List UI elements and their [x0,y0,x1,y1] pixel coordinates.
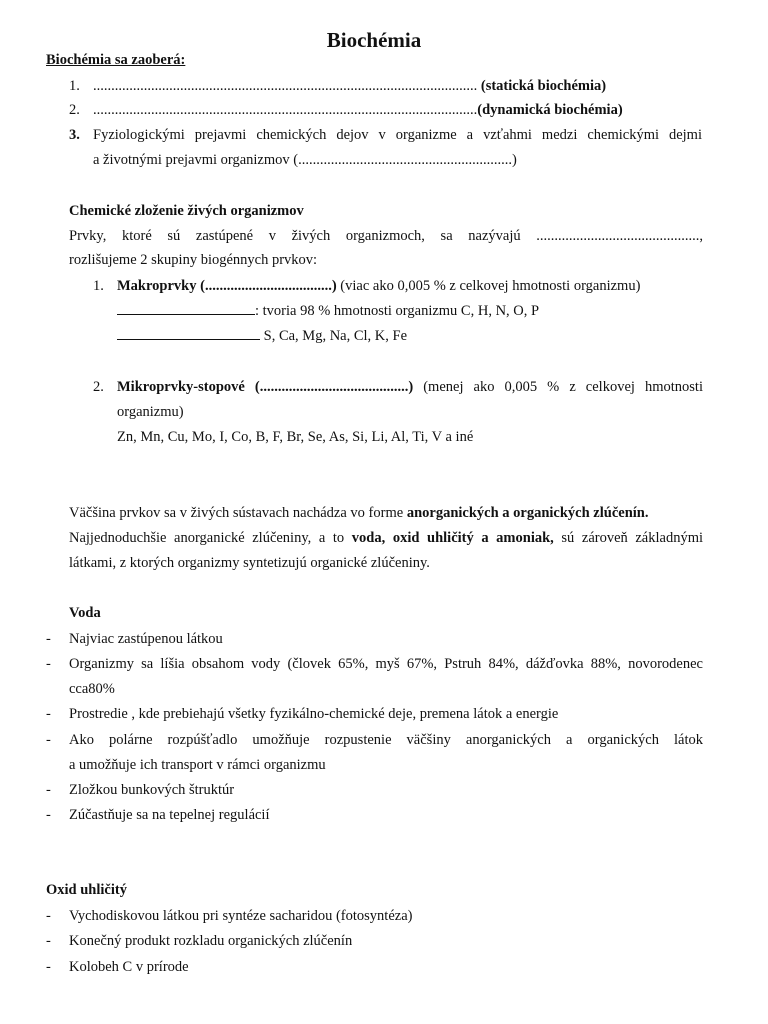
water-bullet-1-dash: - [46,631,51,647]
macro-sub-1-text: : tvoria 98 % hmotnosti organizmu C, H, N, O, P [255,303,540,319]
macro-sub-2 [117,326,407,346]
water-bullet-3: Prostredie , kde prebiehajú všetky fyzikálno-chemické deje, premena látok a energie [69,706,559,722]
compounds-l2-tail: sú zároveň základnými [553,530,704,546]
compounds-l1-bold: anorganických a organických zlúčenín. [406,505,649,521]
water-bullet-1: Najviac zastúpenou látkou [69,631,223,647]
co2-bullet-3-dash: - [46,959,51,975]
compounds-l1-text: Väčšina prvkov sa v živých sústavach nachádza vo forme [69,505,407,521]
intro-item-3-line1: Fyziologickými prejavmi chemických dejov v organizme a vzťahmi medzi chemickými dejmi [93,127,702,143]
micro-desc: (menej ako 0,005 % z celkovej hmotnosti [413,379,703,395]
composition-p1-line2: rozlišujeme 2 skupiny biogénnych prvkov: [69,252,318,268]
water-bullet-4-cont: a umožňuje ich transport v rámci organizmu [69,757,326,773]
macro-num: 1. [93,278,104,294]
intro-item-3-line2: a životnými prejavmi organizmov (...........................................................) [93,152,517,168]
micro-name: Mikroprvky-stopové (.........................................) [117,379,414,395]
macro-sub-2-text: S, Ca, Mg, Na, Cl, K, Fe [260,328,408,344]
composition-heading: Chemické zloženie živých organizmov [69,203,304,219]
intro-heading: Biochémia sa zaoberá: [46,52,186,68]
compounds-l2-bold: voda, oxid uhličitý a amoniak, [351,530,554,546]
intro-item-1-label: (statická biochémia) [480,78,607,94]
co2-heading: Oxid uhličitý [46,882,127,898]
micro-elements: Zn, Mn, Cu, Mo, I, Co, B, F, Br, Se, As, Si, Li, Al, Ti, V a iné [117,429,474,445]
water-bullet-2-cont: cca80% [69,681,115,697]
water-bullet-3-dash: - [46,706,51,722]
micro-num: 2. [93,379,104,395]
intro-item-2-num: 2. [69,102,80,118]
intro-item-2-dots: .......................................................................................................... [93,102,478,118]
macro-sub-1 [117,301,539,321]
water-bullet-4: Ako polárne rozpúšťadlo umožňuje rozpustenie väčšiny anorganických a organických látok [69,732,703,748]
compounds-line-1 [69,503,649,523]
water-bullet-6-dash: - [46,807,51,823]
macro-item [93,276,640,296]
macro-desc: (viac ako 0,005 % z celkovej hmotnosti organizmu) [336,278,641,294]
water-bullet-2: Organizmy sa líšia obsahom vody (človek 65%, myš 67%, Pstruh 84%, dážďovka 88%, novorodenec [69,656,703,672]
intro-item-2 [69,100,623,120]
water-bullet-5-dash: - [46,782,51,798]
intro-item-1-dots: .......................................................................................................... [93,78,478,94]
intro-item-2-label: (dynamická biochémia) [477,102,623,118]
compounds-line-2 [69,528,703,548]
macro-name: Makroprvky (...................................) [117,278,337,294]
intro-item-1-num: 1. [69,78,80,94]
page-title: Biochémia [326,28,422,52]
water-bullet-5: Zložkou bunkových štruktúr [69,782,235,798]
co2-bullet-1-dash: - [46,908,51,924]
water-heading: Voda [69,605,101,621]
co2-bullet-2-dash: - [46,933,51,949]
compounds-line-3: látkami, z ktorých organizmy syntetizujú organické zlúčeniny. [69,555,430,571]
water-bullet-6: Zúčastňuje sa na tepelnej regulácií [69,807,270,823]
intro-item-3-num: 3. [69,127,80,143]
water-bullet-2-dash: - [46,656,51,672]
micro-desc-2: organizmu) [117,404,184,420]
intro-item-1 [69,76,606,96]
co2-bullet-3: Kolobeh C v prírode [69,959,189,975]
compounds-l2-text: Najjednoduchšie anorganické zlúčeniny, a to [69,530,352,546]
co2-bullet-1: Vychodiskovou látkou pri syntéze sacharidou (fotosyntéza) [69,908,413,924]
fill-blank-1[interactable] [117,301,255,315]
co2-bullet-2: Konečný produkt rozkladu organických zlúčenín [69,933,353,949]
micro-item [93,377,703,397]
composition-p1-line1: Prvky, ktoré sú zastúpené v živých organizmoch, sa nazývajú ............................................., [69,228,703,244]
fill-blank-2[interactable] [117,326,260,340]
water-bullet-4-dash: - [46,732,51,748]
